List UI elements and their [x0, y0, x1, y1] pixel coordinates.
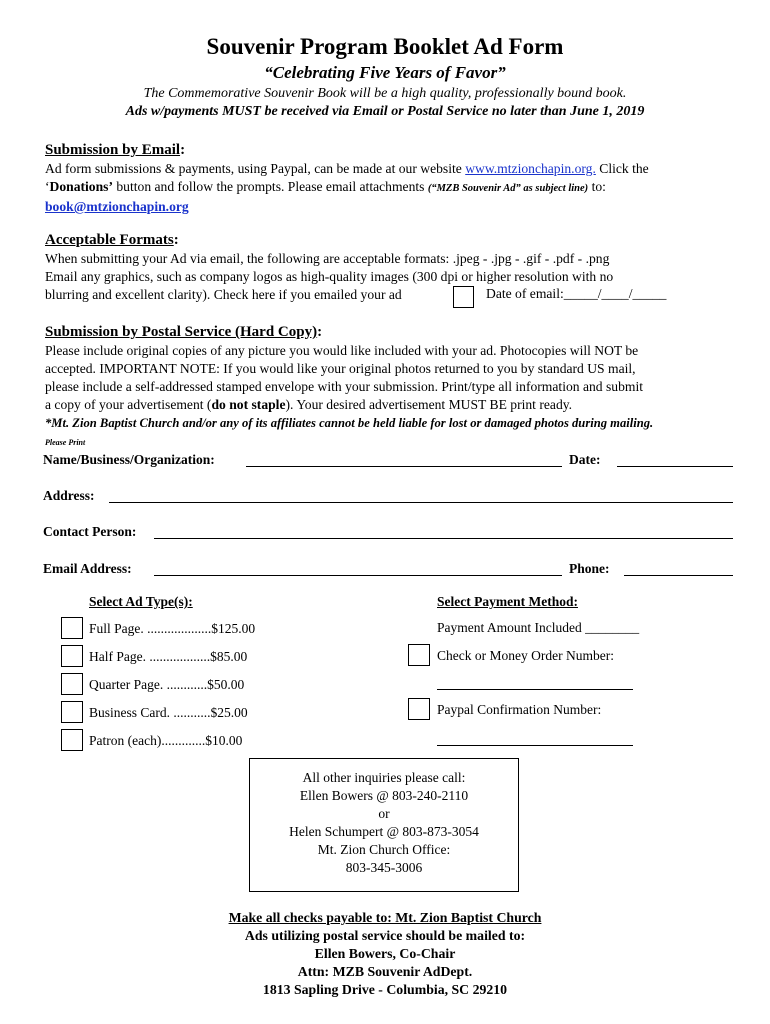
please-print-note: Please Print [45, 438, 86, 447]
website-link[interactable]: www.mtzionchapin.org. [465, 161, 596, 176]
email-section-text: Ad form submissions & payments, using Paypal, can be made at our website www.mtzionchapin.org. Click the ‘Donations’ button and follow the prompts. Please email attachments (“MZB Souvenir Ad” as subject line) to: book@mtzionchapin.org [45, 161, 649, 214]
mail-address: 1813 Sapling Drive - Columbia, SC 29210 [262, 982, 508, 997]
date-label: Date: [569, 452, 601, 467]
formats-section-text: When submitting your Ad via email, the following are acceptable formats: .jpeg - .jpg - .gif - .pdf - .png Email any graphics, such as company logos as high-quality images (300 dpi or higher resolution with no blurring and excellent clarity). Check here if you emailed your ad [45, 251, 614, 302]
footer [0, 909, 770, 999]
inquiries-line: Mt. Zion Church Office: [317, 842, 451, 857]
phone-label: Phone: [569, 561, 610, 576]
book-description: The Commemorative Souvenir Book will be a high quality, professionally bound book. [143, 86, 627, 101]
checks-payable: Make all checks payable to: Mt. Zion Baptist Church [228, 910, 542, 925]
paypal-number-field[interactable] [437, 745, 633, 746]
name-label: Name/Business/Organization: [43, 452, 215, 467]
subject-note: (“MZB Souvenir Ad” as subject line) [427, 183, 589, 194]
inquiries-line: Helen Schumpert @ 803-873-3054 [289, 824, 479, 839]
inquiries-line: or [378, 806, 390, 821]
address-field[interactable] [109, 502, 733, 503]
full-page-option: Full Page. ...................$125.00 [89, 621, 256, 636]
inquiries-line: 803-345-3006 [345, 860, 423, 875]
mail-instruction: Ads utilizing postal service should be mailed to: [244, 928, 526, 943]
contact-person-label: Contact Person: [43, 524, 137, 539]
business-card-checkbox[interactable] [61, 701, 83, 723]
page-subtitle: “Celebrating Five Years of Favor” [264, 63, 506, 82]
email-link[interactable]: book@mtzionchapin.org [45, 199, 189, 214]
check-money-order-checkbox[interactable] [408, 644, 430, 666]
email-address-label: Email Address: [43, 561, 132, 576]
patron-checkbox[interactable] [61, 729, 83, 751]
business-card-option: Business Card. ...........$25.00 [89, 705, 248, 720]
donations-label: Donations’ [49, 179, 113, 194]
disclaimer: *Mt. Zion Baptist Church and/or any of its affiliates cannot be held liable for lost or damaged photos during mailing. [45, 416, 654, 430]
check-number-field[interactable] [437, 689, 633, 690]
date-of-email-label: Date of email:_____/____/_____ [486, 286, 667, 301]
ad-type-heading: Select Ad Type(s): [89, 594, 193, 609]
inquiries-box [249, 758, 519, 892]
contact-person-field[interactable] [154, 538, 733, 539]
inquiries-line: Ellen Bowers @ 803-240-2110 [299, 788, 469, 803]
date-field[interactable] [617, 466, 733, 467]
emailed-ad-checkbox[interactable] [453, 286, 474, 308]
paypal-checkbox[interactable] [408, 698, 430, 720]
mail-name: Ellen Bowers, Co-Chair [314, 946, 456, 961]
page-title: Souvenir Program Booklet Ad Form [206, 34, 564, 59]
mail-attn: Attn: MZB Souvenir AdDept. [297, 964, 473, 979]
phone-field[interactable] [624, 575, 733, 576]
do-not-staple: do not staple [211, 397, 286, 412]
check-money-order-label: Check or Money Order Number: [437, 648, 614, 663]
payment-method-heading: Select Payment Method: [437, 594, 578, 609]
email-address-field[interactable] [154, 575, 562, 576]
name-field[interactable] [246, 466, 562, 467]
half-page-option: Half Page. ..................$85.00 [89, 649, 248, 664]
half-page-checkbox[interactable] [61, 645, 83, 667]
deadline-notice: Ads w/payments MUST be received via Email or Postal Service no later than June 1, 2019 [125, 104, 645, 119]
paypal-confirmation-label: Paypal Confirmation Number: [437, 702, 602, 717]
payment-amount-label: Payment Amount Included ________ [437, 620, 640, 635]
postal-section-text: Please include original copies of any picture you would like included with your ad. Photocopies will NOT be accepted. IMPORTANT NOTE: If you would like your original photos returned to you by standard US mail, please include a self-addressed stamped envelope with your submission. Print/type all information and submit a copy of your advertisement (do not staple). Your desired advertisement MUST BE print ready. *Mt. Zion Baptist Church and/or any of its affiliates cannot be held liable for lost or damaged photos during mailing. [45, 342, 735, 432]
quarter-page-checkbox[interactable] [61, 673, 83, 695]
address-label: Address: [43, 488, 95, 503]
email-section-heading: Submission by Email: [45, 142, 186, 158]
quarter-page-option: Quarter Page. ............$50.00 [89, 677, 245, 692]
full-page-checkbox[interactable] [61, 617, 83, 639]
postal-section-heading: Submission by Postal Service (Hard Copy): [45, 324, 323, 340]
formats-section-heading: Acceptable Formats: [45, 232, 179, 248]
patron-option: Patron (each).............$10.00 [89, 733, 243, 748]
inquiries-line: All other inquiries please call: [302, 770, 466, 785]
